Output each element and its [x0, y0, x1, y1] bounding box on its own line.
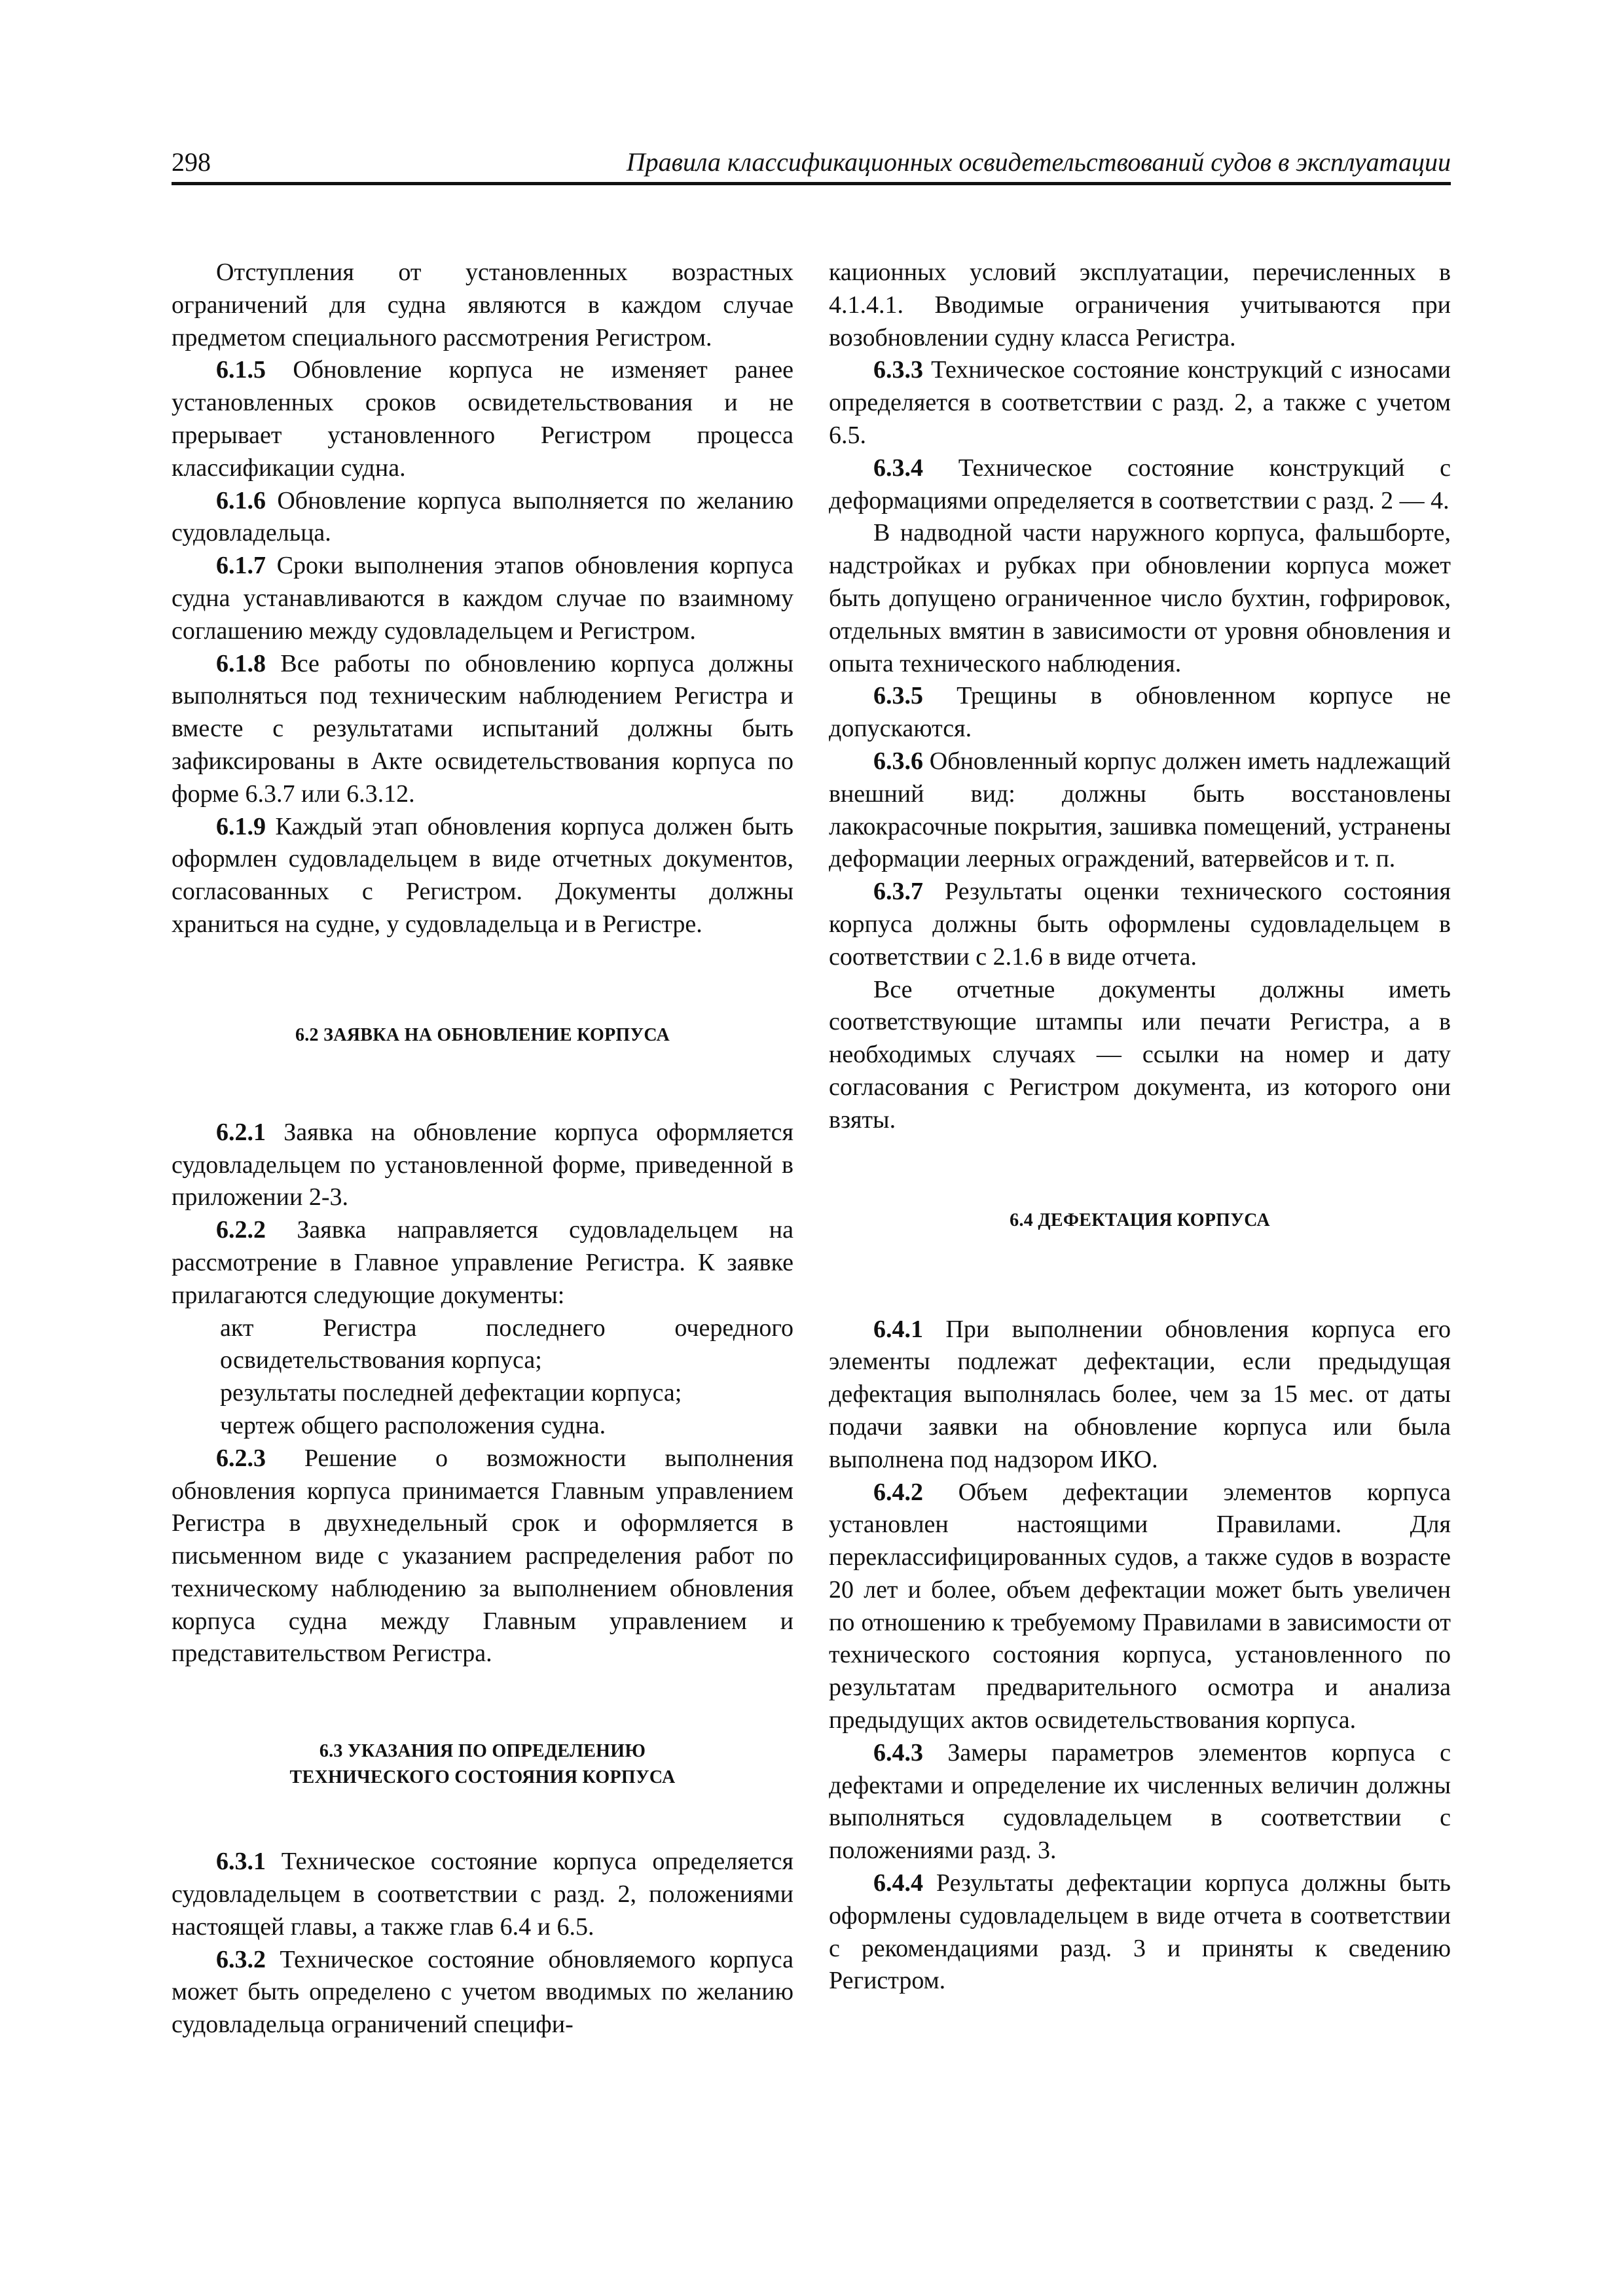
list-item: результаты последней дефектации корпуса; — [220, 1379, 682, 1407]
paragraph-6-2-3 — [172, 1443, 793, 1671]
clause-text: Сроки выполнения этапов обновления корпуса судна устанавливаются в каждом случае по взаимному соглашению между судовладельцем и Регистром. — [172, 552, 793, 645]
paragraph-6-3-2-continued: кационных условий эксплуатации, перечисленных в 4.1.4.1. Вводимые ограничения учитываются при возобновлении судну класса Регистра. — [829, 259, 1451, 351]
paragraph-intro: Отступления от установленных возрастных ограничений для судна являются в каждом случае предметом специального рассмотрения Регистром. — [172, 259, 793, 351]
clause-number: 6.3.5 — [873, 682, 923, 710]
paragraph-6-3-5 — [829, 680, 1451, 745]
clause-number: 6.3.6 — [873, 747, 923, 775]
clause-number: 6.1.8 — [216, 649, 266, 677]
paragraph-6-3-4 — [829, 452, 1451, 518]
paragraph-6-1-5 — [172, 354, 793, 484]
running-title: Правила классификационных освидетельствований судов в эксплуатации — [626, 147, 1451, 177]
paragraph-6-3-7-detail: Все отчетные документы должны иметь соответствующие штампы или печати Регистра, а в необходимых случаях — ссылки на номер и дату согласования с Регистром документа, из которого они взяты. — [829, 975, 1451, 1134]
page-header — [172, 145, 1451, 185]
clause-text: Техническое состояние корпуса определяется судовладельцем в соответствии с разд. 2, положениями настоящей главы, а также глав 6.4 и 6.5. — [172, 1848, 793, 1941]
section-heading-6-4: 6.4 ДЕФЕКТАЦИЯ КОРПУСА — [1010, 1210, 1270, 1230]
list-item: чертеж общего расположения судна. — [220, 1411, 606, 1439]
section-heading-6-3 — [172, 1738, 793, 1791]
clause-number: 6.1.5 — [216, 356, 266, 384]
paragraph-6-4-4 — [829, 1867, 1451, 1998]
clause-text: Обновление корпуса выполняется по желанию судовладельца. — [172, 486, 793, 547]
clause-number: 6.4.3 — [873, 1738, 923, 1767]
clause-number: 6.2.1 — [216, 1118, 266, 1146]
clause-number: 6.3.4 — [873, 454, 923, 482]
clause-number: 6.1.7 — [216, 552, 266, 580]
paragraph-6-3-4-detail: В надводной части наружного корпуса, фальшборте, надстройках и рубках при обновлении корпуса может быть допущено ограниченное число бухтин, гофрировок, отдельных вмятин в зависимости от уровня обновления и опыта технического наблюдения. — [829, 519, 1451, 677]
paragraph-6-3-6 — [829, 745, 1451, 876]
clause-text: Заявка направляется судовладельцем на рассмотрение в Главное управление Регистра. К заявке прилагаются следующие документы: — [172, 1216, 793, 1309]
clause-number: 6.1.6 — [216, 486, 266, 514]
clause-text: Обновленный корпус должен иметь надлежащий внешний вид: должны быть восстановлены лакокрасочные покрытия, зашивка помещений, устранены деформации леерных ограждений, ватервейсов и т. п. — [829, 747, 1451, 873]
right-column — [829, 257, 1451, 1998]
heading-line-1: 6.3 УКАЗАНИЯ ПО ОПРЕДЕЛЕНИЮ — [319, 1741, 646, 1762]
clause-text: Каждый этап обновления корпуса должен быть оформлен судовладельцем в виде отчетных документов, согласованных с Регистром. Документы должны храниться на судне, у судовладельца и в Регистре. — [172, 812, 793, 938]
clause-text: Техническое состояние конструкций с деформациями определяется в соответствии с разд. 2 — 4. — [829, 454, 1451, 514]
page-number: 298 — [172, 147, 211, 177]
clause-text: Результаты оценки технического состояния корпуса должны быть оформлены судовладельцем в соответствии с 2.1.6 в виде отчета. — [829, 878, 1451, 971]
clause-text: Трещины в обновленном корпусе не допускаются. — [829, 682, 1451, 743]
paragraph-6-4-1 — [829, 1314, 1451, 1477]
clause-text: Техническое состояние обновляемого корпуса может быть определено с учетом вводимых по желанию судовладельца ограничений специфи- — [172, 1945, 793, 2039]
clause-number: 6.2.3 — [216, 1444, 266, 1472]
clause-text: При выполнении обновления корпуса его элементы подлежат дефектации, если предыдущая дефектация выполнялась более, чем за 15 мес. от даты подачи заявки на обновление корпуса или была выполнена под надзором ИКО. — [829, 1315, 1451, 1473]
paragraph-6-1-9 — [172, 811, 793, 941]
clause-number: 6.4.2 — [873, 1478, 923, 1506]
clause-number: 6.3.1 — [216, 1848, 266, 1876]
clause-text: Объем дефектации элементов корпуса установлен настоящими Правилами. Для переклассифицированных судов, а также судов в возрасте 20 лет и более, объем дефектации может быть увеличен по отношению к требуемому Правилами в зависимости от технического состояния корпуса, установленного по результатам предварительного осмотра и анализа предыдущих актов освидетельствования корпуса. — [829, 1478, 1451, 1734]
paragraph-6-2-2 — [172, 1214, 793, 1312]
clause-text: Заявка на обновление корпуса оформляется судовладельцем по установленной форме, приведенной в приложении 2-3. — [172, 1118, 793, 1211]
paragraph-6-2-1 — [172, 1117, 793, 1214]
clause-text: Решение о возможности выполнения обновления корпуса принимается Главным управлением Регистра в двухнедельный срок и оформляется в письменном виде с указанием распределения работ по техническому наблюдению за выполнением обновления корпуса судна между Главным управлением и представительством Регистра. — [172, 1444, 793, 1668]
paragraph-6-1-6 — [172, 485, 793, 550]
clause-text: Результаты дефектации корпуса должны быть оформлены судовладельцем в виде отчета в соответствии с рекомендациями разд. 3 и приняты к сведению Регистром. — [829, 1869, 1451, 1995]
list-item: акт Регистра последнего очередного освидетельствования корпуса; — [220, 1314, 793, 1374]
paragraph-6-3-3 — [829, 354, 1451, 452]
paragraph-6-3-2 — [172, 1944, 793, 2041]
clause-text: Обновление корпуса не изменяет ранее установленных сроков освидетельствования и не прерывает установленного Регистром процесса классификации судна. — [172, 356, 793, 482]
section-heading-6-2: 6.2 ЗАЯВКА НА ОБНОВЛЕНИЕ КОРПУСА — [295, 1024, 670, 1045]
clause-number: 6.3.3 — [873, 356, 923, 384]
paragraph-6-3-7 — [829, 876, 1451, 973]
clause-number: 6.4.1 — [873, 1315, 923, 1343]
paragraph-6-3-1 — [172, 1846, 793, 1943]
clause-text: Замеры параметров элементов корпуса с дефектами и определение их численных величин должны выполняться судовладельцем в соответствии с положениями разд. 3. — [829, 1738, 1451, 1865]
paragraph-6-4-3 — [829, 1737, 1451, 1867]
paragraph-6-1-8 — [172, 648, 793, 811]
clause-number: 6.1.9 — [216, 812, 266, 840]
clause-number: 6.4.4 — [873, 1869, 923, 1897]
paragraph-6-4-2 — [829, 1477, 1451, 1737]
paragraph-6-1-7 — [172, 550, 793, 647]
clause-number: 6.2.2 — [216, 1216, 266, 1244]
clause-text: Все работы по обновлению корпуса должны выполняться под техническим наблюдением Регистра и вместе с результатами испытаний должны быть зафиксированы в Акте освидетельствования корпуса по форме 6.3.7 или 6.3.12. — [172, 649, 793, 808]
clause-number: 6.3.7 — [873, 878, 923, 906]
clause-text: Техническое состояние конструкций с износами определяется в соответствии с разд. 2, а также с учетом 6.5. — [829, 356, 1451, 449]
clause-number: 6.3.2 — [216, 1945, 266, 1973]
heading-line-2: ТЕХНИЧЕСКОГО СОСТОЯНИЯ КОРПУСА — [289, 1767, 676, 1788]
left-column — [172, 257, 793, 2041]
